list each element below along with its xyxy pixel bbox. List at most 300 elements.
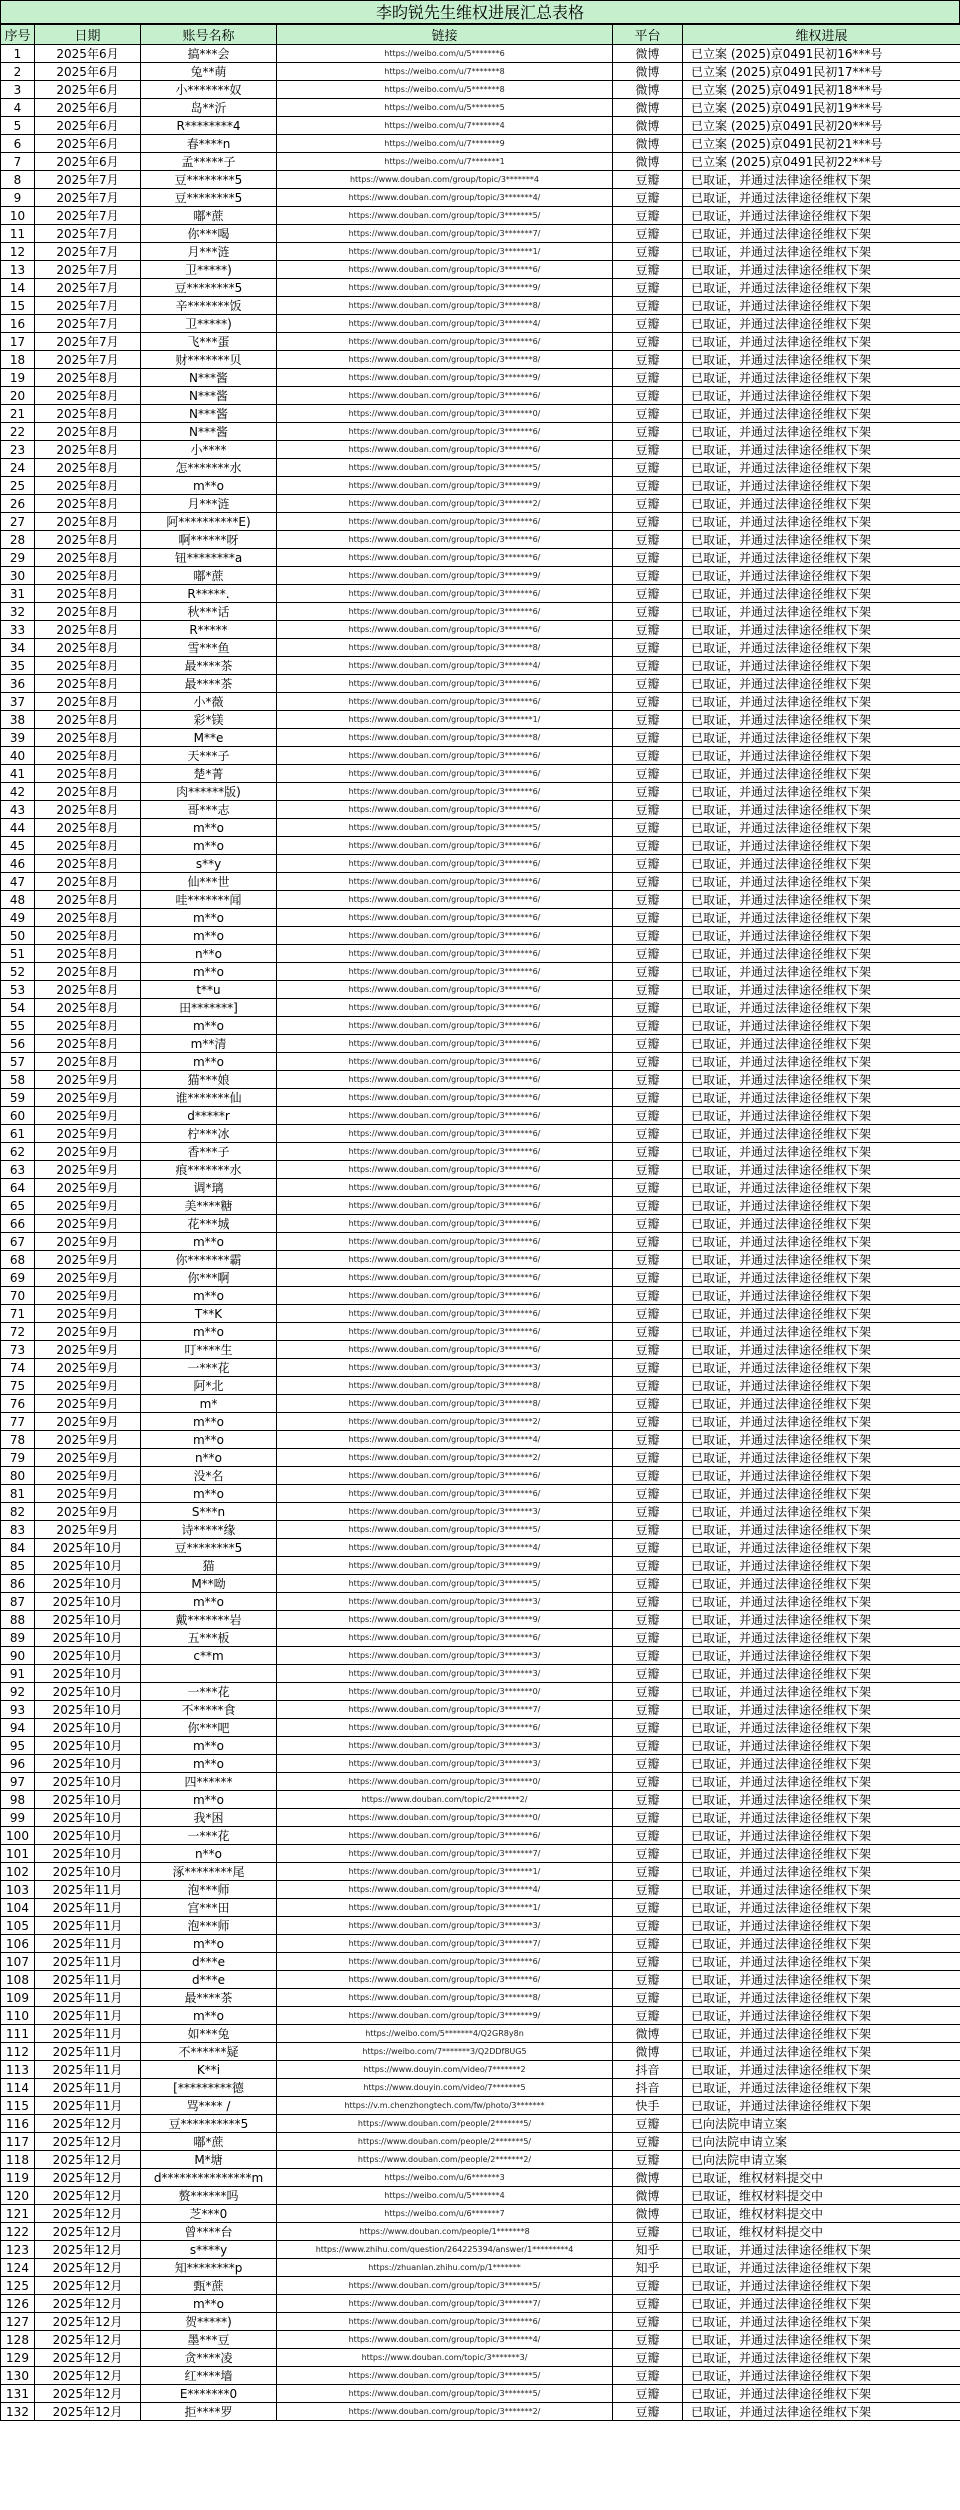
table-row: [1, 1395, 960, 1413]
cell-link[interactable]: https://www.douban.com/group/topic/3*******6/: [277, 1233, 613, 1251]
cell-link[interactable]: https://www.douban.com/group/topic/3*******6/: [277, 1053, 613, 1071]
cell-link[interactable]: https://www.douban.com/group/topic/3*******4/: [277, 657, 613, 675]
cell-date: 2025年8月: [35, 639, 141, 657]
cell-account: m**o: [141, 1233, 277, 1251]
table-row: [1, 567, 960, 585]
cell-account: 豆********5: [141, 189, 277, 207]
cell-link[interactable]: https://www.douban.com/group/topic/3*******5/: [277, 207, 613, 225]
cell-platform: 微博: [613, 63, 683, 81]
cell-link[interactable]: https://weibo.com/u/7*******4: [277, 117, 613, 135]
cell-no: 98: [1, 1791, 35, 1809]
cell-link[interactable]: https://www.douban.com/group/topic/3*******6/: [277, 1197, 613, 1215]
cell-link[interactable]: https://www.douban.com/group/topic/3*******3/: [277, 1593, 613, 1611]
cell-link[interactable]: https://www.douban.com/group/topic/3*******1/: [277, 711, 613, 729]
cell-link[interactable]: https://www.douban.com/group/topic/3*******6/: [277, 1107, 613, 1125]
cell-account: 雪***鱼: [141, 639, 277, 657]
cell-account: 哥***志: [141, 801, 277, 819]
table-row: [1, 1881, 960, 1899]
col-header-date: 日期: [35, 25, 141, 45]
cell-progress: 已取证，并通过法律途径维权下架: [683, 927, 960, 945]
cell-progress: 已取证，并通过法律途径维权下架: [683, 837, 960, 855]
table-row: [1, 1449, 960, 1467]
cell-date: 2025年8月: [35, 567, 141, 585]
cell-platform: 豆瓣: [613, 1557, 683, 1575]
table-row: [1, 351, 960, 369]
cell-account: 嘟*蔗: [141, 207, 277, 225]
cell-link[interactable]: https://www.douban.com/group/topic/3*******2/: [277, 2403, 613, 2421]
cell-platform: 豆瓣: [613, 2151, 683, 2169]
table-row: [1, 1683, 960, 1701]
cell-date: 2025年12月: [35, 2313, 141, 2331]
cell-link[interactable]: https://www.douban.com/people/1*******8: [277, 2223, 613, 2241]
cell-account: 五***板: [141, 1629, 277, 1647]
table-row: [1, 2223, 960, 2241]
cell-date: 2025年9月: [35, 1431, 141, 1449]
cell-link[interactable]: https://www.douban.com/group/topic/3*******6/: [277, 1251, 613, 1269]
cell-platform: 豆瓣: [613, 1881, 683, 1899]
cell-link[interactable]: https://www.douban.com/group/topic/3*******5/: [277, 819, 613, 837]
cell-date: 2025年8月: [35, 441, 141, 459]
cell-progress: 已取证，并通过法律途径维权下架: [683, 1953, 960, 1971]
cell-no: 97: [1, 1773, 35, 1791]
cell-progress: 已取证，并通过法律途径维权下架: [683, 1233, 960, 1251]
cell-progress: 已取证，并通过法律途径维权下架: [683, 261, 960, 279]
table-row: [1, 711, 960, 729]
cell-no: 23: [1, 441, 35, 459]
cell-date: 2025年7月: [35, 171, 141, 189]
cell-link[interactable]: https://www.douban.com/group/topic/3*******6/: [277, 873, 613, 891]
cell-no: 108: [1, 1971, 35, 1989]
cell-link[interactable]: https://www.douban.com/group/topic/3*******1/: [277, 1899, 613, 1917]
cell-platform: 豆瓣: [613, 675, 683, 693]
cell-link[interactable]: https://www.douban.com/group/topic/3*******4/: [277, 2331, 613, 2349]
cell-no: 64: [1, 1179, 35, 1197]
cell-account: s**y: [141, 855, 277, 873]
table-row: [1, 1287, 960, 1305]
cell-link[interactable]: https://weibo.com/5*******4/Q2GR8y8n: [277, 2025, 613, 2043]
cell-link[interactable]: https://www.douban.com/group/topic/3*******3/: [277, 1917, 613, 1935]
cell-progress: 已取证，并通过法律途径维权下架: [683, 189, 960, 207]
table-row: [1, 405, 960, 423]
cell-link[interactable]: https://weibo.com/u/7*******1: [277, 153, 613, 171]
cell-link[interactable]: https://www.douban.com/group/topic/3*******6/: [277, 963, 613, 981]
cell-link[interactable]: https://www.douban.com/group/topic/3*******6/: [277, 1827, 613, 1845]
cell-platform: 豆瓣: [613, 639, 683, 657]
cell-no: 130: [1, 2367, 35, 2385]
cell-link[interactable]: https://www.douban.com/group/topic/3*******6/: [277, 891, 613, 909]
cell-account: 不*****食: [141, 1701, 277, 1719]
cell-progress: 已取证，并通过法律途径维权下架: [683, 531, 960, 549]
cell-account: 田*******]: [141, 999, 277, 1017]
cell-link[interactable]: https://www.douban.com/group/topic/3*******9/: [277, 477, 613, 495]
table-row: [1, 2187, 960, 2205]
cell-link[interactable]: https://www.douban.com/group/topic/3*******8/: [277, 351, 613, 369]
cell-date: 2025年8月: [35, 423, 141, 441]
cell-progress: 已取证，并通过法律途径维权下架: [683, 2241, 960, 2259]
cell-progress: 已取证，并通过法律途径维权下架: [683, 1395, 960, 1413]
cell-date: 2025年8月: [35, 693, 141, 711]
cell-link[interactable]: https://www.douban.com/group/topic/3*******9/: [277, 1611, 613, 1629]
cell-link[interactable]: https://www.douyin.com/video/7*******5: [277, 2079, 613, 2097]
cell-no: 49: [1, 909, 35, 927]
table-row: [1, 135, 960, 153]
cell-no: 122: [1, 2223, 35, 2241]
cell-account: 芝***0: [141, 2205, 277, 2223]
cell-link[interactable]: https://www.douban.com/group/topic/3*******6/: [277, 1323, 613, 1341]
cell-link[interactable]: https://www.douban.com/group/topic/3*******9/: [277, 279, 613, 297]
cell-link[interactable]: https://www.douban.com/group/topic/3*******6/: [277, 747, 613, 765]
cell-link[interactable]: https://www.douban.com/people/2*******5/: [277, 2133, 613, 2151]
cell-account: 猫***娘: [141, 1071, 277, 1089]
cell-link[interactable]: https://www.douban.com/group/topic/3*******4/: [277, 315, 613, 333]
cell-link[interactable]: https://www.douban.com/group/topic/3*******6/: [277, 1143, 613, 1161]
cell-account: 你*******霸: [141, 1251, 277, 1269]
cell-link[interactable]: https://www.douban.com/group/topic/3*******9/: [277, 1557, 613, 1575]
cell-platform: 豆瓣: [613, 1035, 683, 1053]
cell-link[interactable]: https://www.douban.com/group/topic/3*******4/: [277, 189, 613, 207]
cell-no: 110: [1, 2007, 35, 2025]
cell-link[interactable]: https://weibo.com/u/7*******9: [277, 135, 613, 153]
cell-link[interactable]: https://www.douban.com/group/topic/3*******6/: [277, 981, 613, 999]
cell-link[interactable]: https://www.douban.com/group/topic/3*******3/: [277, 1647, 613, 1665]
table-row: [1, 1521, 960, 1539]
cell-no: 118: [1, 2151, 35, 2169]
cell-no: 31: [1, 585, 35, 603]
cell-account: 花***城: [141, 1215, 277, 1233]
cell-platform: 豆瓣: [613, 2403, 683, 2421]
cell-platform: 豆瓣: [613, 1503, 683, 1521]
cell-platform: 微博: [613, 81, 683, 99]
cell-progress: 已取证，并通过法律途径维权下架: [683, 2097, 960, 2115]
cell-link[interactable]: https://www.douban.com/group/topic/3*******5/: [277, 2367, 613, 2385]
cell-platform: 豆瓣: [613, 2349, 683, 2367]
cell-link[interactable]: https://www.douban.com/group/topic/3*******2/: [277, 1413, 613, 1431]
cell-link[interactable]: https://www.douban.com/group/topic/3*******6/: [277, 2313, 613, 2331]
cell-link[interactable]: https://www.douban.com/group/topic/3*******6/: [277, 927, 613, 945]
cell-progress: 已取证，并通过法律途径维权下架: [683, 819, 960, 837]
cell-link[interactable]: https://www.douban.com/group/topic/3*******0/: [277, 405, 613, 423]
cell-platform: 豆瓣: [613, 567, 683, 585]
cell-no: 54: [1, 999, 35, 1017]
cell-platform: 豆瓣: [613, 1899, 683, 1917]
cell-progress: 已取证，并通过法律途径维权下架: [683, 171, 960, 189]
cell-link[interactable]: https://www.douban.com/group/topic/3*******6/: [277, 1269, 613, 1287]
cell-link[interactable]: https://weibo.com/u/5*******8: [277, 81, 613, 99]
table-row: [1, 1251, 960, 1269]
cell-platform: 抖音: [613, 2079, 683, 2097]
cell-date: 2025年11月: [35, 1917, 141, 1935]
cell-link[interactable]: https://weibo.com/7*******3/Q2DDf8UG5: [277, 2043, 613, 2061]
cell-link[interactable]: https://www.douban.com/group/topic/3*******0/: [277, 1809, 613, 1827]
cell-account: 你***吧: [141, 1719, 277, 1737]
cell-link[interactable]: https://www.douban.com/group/topic/3*******8/: [277, 1377, 613, 1395]
cell-no: 59: [1, 1089, 35, 1107]
cell-link[interactable]: https://weibo.com/u/7*******8: [277, 63, 613, 81]
cell-link[interactable]: https://www.douban.com/group/topic/3*******6/: [277, 801, 613, 819]
cell-date: 2025年8月: [35, 855, 141, 873]
cell-platform: 豆瓣: [613, 1233, 683, 1251]
cell-link[interactable]: https://www.douban.com/group/topic/3*******4: [277, 171, 613, 189]
cell-progress: 已取证，维权材料提交中: [683, 2169, 960, 2187]
cell-account: M**e: [141, 729, 277, 747]
cell-account: 怎*******水: [141, 459, 277, 477]
cell-no: 107: [1, 1953, 35, 1971]
cell-link[interactable]: https://www.douban.com/group/topic/3*******6/: [277, 621, 613, 639]
cell-date: 2025年12月: [35, 2367, 141, 2385]
cell-link[interactable]: https://www.douban.com/group/topic/3*******6/: [277, 1467, 613, 1485]
cell-date: 2025年8月: [35, 585, 141, 603]
cell-link[interactable]: https://weibo.com/u/5*******4: [277, 2187, 613, 2205]
cell-no: 43: [1, 801, 35, 819]
cell-link[interactable]: https://www.douban.com/group/topic/3*******7/: [277, 1845, 613, 1863]
cell-link[interactable]: https://www.douban.com/group/topic/3*******4/: [277, 1431, 613, 1449]
cell-link[interactable]: https://www.douban.com/group/topic/3*******6/: [277, 261, 613, 279]
cell-link[interactable]: https://www.douban.com/group/topic/3*******8/: [277, 1989, 613, 2007]
cell-link[interactable]: https://www.douban.com/group/topic/3*******6/: [277, 1971, 613, 1989]
cell-account: 嘟*蔗: [141, 567, 277, 585]
cell-link[interactable]: https://www.douban.com/group/topic/3*******6/: [277, 837, 613, 855]
cell-account: 我*困: [141, 1809, 277, 1827]
cell-link[interactable]: https://www.douban.com/topic/3*******3/: [277, 2349, 613, 2367]
cell-link[interactable]: https://weibo.com/u/6*******7: [277, 2205, 613, 2223]
cell-link[interactable]: https://www.douban.com/group/topic/3*******6/: [277, 675, 613, 693]
cell-account: m**o: [141, 477, 277, 495]
cell-platform: 微博: [613, 2025, 683, 2043]
cell-date: 2025年6月: [35, 135, 141, 153]
table-row: [1, 1503, 960, 1521]
cell-link[interactable]: https://www.douban.com/group/topic/3*******6/: [277, 441, 613, 459]
cell-no: 36: [1, 675, 35, 693]
cell-link[interactable]: https://www.douban.com/group/topic/3*******0/: [277, 1773, 613, 1791]
cell-link[interactable]: https://www.douban.com/group/topic/3*******5/: [277, 2277, 613, 2295]
cell-link[interactable]: https://www.douban.com/people/2*******5/: [277, 2115, 613, 2133]
cell-link[interactable]: https://www.douban.com/group/topic/3*******6/: [277, 945, 613, 963]
cell-link[interactable]: https://www.douban.com/group/topic/3*******3/: [277, 1359, 613, 1377]
cell-date: 2025年10月: [35, 1845, 141, 1863]
cell-date: 2025年8月: [35, 963, 141, 981]
cell-account: n**o: [141, 945, 277, 963]
cell-link[interactable]: https://weibo.com/u/6*******3: [277, 2169, 613, 2187]
cell-progress: 已取证，并通过法律途径维权下架: [683, 1521, 960, 1539]
cell-link[interactable]: https://www.douban.com/group/topic/3*******7/: [277, 1935, 613, 1953]
cell-link[interactable]: https://www.douban.com/group/topic/3*******6/: [277, 1629, 613, 1647]
cell-link[interactable]: https://www.douban.com/group/topic/3*******3/: [277, 1665, 613, 1683]
table-row: [1, 1701, 960, 1719]
cell-no: 120: [1, 2187, 35, 2205]
cell-progress: 已取证，并通过法律途径维权下架: [683, 675, 960, 693]
cell-link[interactable]: https://weibo.com/u/5*******5: [277, 99, 613, 117]
cell-account: 楚*菁: [141, 765, 277, 783]
cell-date: 2025年9月: [35, 1287, 141, 1305]
cell-no: 35: [1, 657, 35, 675]
cell-progress: 已取证，并通过法律途径维权下架: [683, 2349, 960, 2367]
cell-link[interactable]: https://www.douban.com/group/topic/3*******9/: [277, 2007, 613, 2025]
cell-link[interactable]: https://www.douban.com/group/topic/3*******2/: [277, 495, 613, 513]
cell-link[interactable]: https://www.douban.com/group/topic/3*******8/: [277, 297, 613, 315]
cell-link[interactable]: https://www.douban.com/topic/2*******2/: [277, 1791, 613, 1809]
cell-link[interactable]: https://www.douban.com/group/topic/3*******3/: [277, 1755, 613, 1773]
cell-no: 82: [1, 1503, 35, 1521]
cell-no: 63: [1, 1161, 35, 1179]
cell-account: t**u: [141, 981, 277, 999]
cell-no: 89: [1, 1629, 35, 1647]
table-row: [1, 1413, 960, 1431]
cell-platform: 豆瓣: [613, 315, 683, 333]
cell-progress: 已取证，并通过法律途径维权下架: [683, 1287, 960, 1305]
cell-platform: 微博: [613, 2169, 683, 2187]
cell-account: 月***涟: [141, 243, 277, 261]
cell-date: 2025年8月: [35, 369, 141, 387]
cell-progress: 已取证，并通过法律途径维权下架: [683, 639, 960, 657]
cell-link[interactable]: https://www.douban.com/group/topic/3*******8/: [277, 639, 613, 657]
cell-link[interactable]: https://www.zhihu.com/question/264225394/answer/1*********4: [277, 2241, 613, 2259]
cell-link[interactable]: https://www.douban.com/group/topic/3*******6/: [277, 1035, 613, 1053]
cell-account: m**o: [141, 909, 277, 927]
cell-progress: 已取证，并通过法律途径维权下架: [683, 1557, 960, 1575]
cell-link[interactable]: https://www.douban.com/group/topic/3*******5/: [277, 2385, 613, 2403]
cell-link[interactable]: https://www.douban.com/group/topic/3*******4/: [277, 1539, 613, 1557]
cell-link[interactable]: https://www.douban.com/group/topic/3*******6/: [277, 999, 613, 1017]
cell-link[interactable]: https://www.douban.com/group/topic/3*******6/: [277, 1485, 613, 1503]
cell-no: 88: [1, 1611, 35, 1629]
table-row: [1, 117, 960, 135]
cell-link[interactable]: https://www.douban.com/group/topic/3*******6/: [277, 1953, 613, 1971]
cell-link[interactable]: https://www.douban.com/group/topic/3*******1/: [277, 1863, 613, 1881]
cell-no: 101: [1, 1845, 35, 1863]
cell-platform: 豆瓣: [613, 1665, 683, 1683]
table-row: [1, 2133, 960, 2151]
cell-account: c**m: [141, 1647, 277, 1665]
cell-account: 如***兔: [141, 2025, 277, 2043]
cell-date: 2025年9月: [35, 1215, 141, 1233]
cell-link[interactable]: https://www.douban.com/group/topic/3*******9/: [277, 567, 613, 585]
cell-link[interactable]: https://www.douban.com/group/topic/3*******8/: [277, 729, 613, 747]
cell-link[interactable]: https://www.douban.com/group/topic/3*******6/: [277, 855, 613, 873]
cell-link[interactable]: https://www.douban.com/group/topic/3*******8/: [277, 1395, 613, 1413]
cell-account: 赘******吗: [141, 2187, 277, 2205]
cell-link[interactable]: https://www.douban.com/group/topic/3*******6/: [277, 1179, 613, 1197]
table-row: [1, 855, 960, 873]
cell-progress: 已取证，维权材料提交中: [683, 2187, 960, 2205]
cell-link[interactable]: https://www.douban.com/group/topic/3*******6/: [277, 513, 613, 531]
cell-account: m**o: [141, 1323, 277, 1341]
cell-link[interactable]: https://www.douban.com/people/2*******2/: [277, 2151, 613, 2169]
cell-link[interactable]: https://www.douban.com/group/topic/3*******6/: [277, 387, 613, 405]
cell-link[interactable]: https://www.douban.com/group/topic/3*******6/: [277, 1719, 613, 1737]
cell-platform: 豆瓣: [613, 783, 683, 801]
cell-link[interactable]: https://www.douban.com/group/topic/3*******6/: [277, 1287, 613, 1305]
cell-account: n**o: [141, 1449, 277, 1467]
cell-link[interactable]: https://www.douban.com/group/topic/3*******6/: [277, 1125, 613, 1143]
cell-link[interactable]: https://www.douban.com/group/topic/3*******3/: [277, 1737, 613, 1755]
cell-link[interactable]: https://www.douban.com/group/topic/3*******6/: [277, 585, 613, 603]
page-title: 李昀锐先生维权进展汇总表格: [0, 0, 960, 24]
cell-link[interactable]: https://www.douban.com/group/topic/3*******5/: [277, 1521, 613, 1539]
cell-no: 70: [1, 1287, 35, 1305]
cell-progress: 已取证，并通过法律途径维权下架: [683, 585, 960, 603]
cell-link[interactable]: https://www.douban.com/group/topic/3*******6/: [277, 783, 613, 801]
cell-link[interactable]: https://www.douban.com/group/topic/3*******6/: [277, 1161, 613, 1179]
cell-link[interactable]: https://weibo.com/u/5*******6: [277, 45, 613, 63]
cell-link[interactable]: https://v.m.chenzhongtech.com/fw/photo/3*******: [277, 2097, 613, 2115]
cell-link[interactable]: https://www.douban.com/group/topic/3*******9/: [277, 369, 613, 387]
cell-progress: 已取证，并通过法律途径维权下架: [683, 909, 960, 927]
cell-date: 2025年8月: [35, 405, 141, 423]
cell-link[interactable]: https://www.douban.com/group/topic/3*******6/: [277, 1305, 613, 1323]
cell-no: 21: [1, 405, 35, 423]
cell-no: 119: [1, 2169, 35, 2187]
cell-progress: 已取证，并通过法律途径维权下架: [683, 1845, 960, 1863]
cell-link[interactable]: https://www.douban.com/group/topic/3*******6/: [277, 1089, 613, 1107]
cell-no: 39: [1, 729, 35, 747]
table-row: [1, 279, 960, 297]
table-row: [1, 477, 960, 495]
cell-link[interactable]: https://www.douban.com/group/topic/3*******3/: [277, 1503, 613, 1521]
cell-link[interactable]: https://www.douban.com/group/topic/3*******6/: [277, 531, 613, 549]
cell-date: 2025年7月: [35, 351, 141, 369]
cell-link[interactable]: https://www.douban.com/group/topic/3*******6/: [277, 1071, 613, 1089]
table-row: [1, 441, 960, 459]
cell-link[interactable]: https://www.douban.com/group/topic/3*******6/: [277, 549, 613, 567]
cell-link[interactable]: https://www.douban.com/group/topic/3*******5/: [277, 459, 613, 477]
cell-link[interactable]: https://www.douban.com/group/topic/3*******0/: [277, 1683, 613, 1701]
cell-link[interactable]: https://www.douban.com/group/topic/3*******7/: [277, 1701, 613, 1719]
cell-account: d***e: [141, 1953, 277, 1971]
cell-link[interactable]: https://www.douyin.com/video/7*******2: [277, 2061, 613, 2079]
cell-link[interactable]: https://www.douban.com/group/topic/3*******7/: [277, 225, 613, 243]
cell-no: 37: [1, 693, 35, 711]
cell-link[interactable]: https://www.douban.com/group/topic/3*******1/: [277, 243, 613, 261]
table-row: [1, 531, 960, 549]
cell-account: 卫*****): [141, 315, 277, 333]
cell-account: 宫***田: [141, 1899, 277, 1917]
cell-link[interactable]: https://www.douban.com/group/topic/3*******7/: [277, 2295, 613, 2313]
cell-link[interactable]: https://www.douban.com/group/topic/3*******4/: [277, 1881, 613, 1899]
cell-account: 美****糖: [141, 1197, 277, 1215]
cell-no: 84: [1, 1539, 35, 1557]
cell-platform: 豆瓣: [613, 1989, 683, 2007]
cell-account: 肉******版): [141, 783, 277, 801]
cell-link[interactable]: https://www.douban.com/group/topic/3*******6/: [277, 693, 613, 711]
cell-date: 2025年9月: [35, 1521, 141, 1539]
cell-link[interactable]: https://www.douban.com/group/topic/3*******6/: [277, 765, 613, 783]
cell-date: 2025年10月: [35, 1809, 141, 1827]
cell-account: T**K: [141, 1305, 277, 1323]
cell-platform: 豆瓣: [613, 1809, 683, 1827]
cell-link[interactable]: https://www.douban.com/group/topic/3*******6/: [277, 423, 613, 441]
table-row: [1, 693, 960, 711]
cell-no: 16: [1, 315, 35, 333]
cell-link[interactable]: https://www.douban.com/group/topic/3*******5/: [277, 1575, 613, 1593]
cell-progress: 已取证，并通过法律途径维权下架: [683, 243, 960, 261]
cell-progress: 已取证，并通过法律途径维权下架: [683, 1881, 960, 1899]
cell-link[interactable]: https://www.douban.com/group/topic/3*******6/: [277, 1017, 613, 1035]
cell-link[interactable]: https://www.douban.com/group/topic/3*******2/: [277, 1449, 613, 1467]
cell-link[interactable]: https://zhuanlan.zhihu.com/p/1*******: [277, 2259, 613, 2277]
cell-progress: 已取证，并通过法律途径维权下架: [683, 747, 960, 765]
cell-account: N***酱: [141, 387, 277, 405]
cell-account: m**o: [141, 1431, 277, 1449]
cell-progress: 已取证，并通过法律途径维权下架: [683, 1611, 960, 1629]
cell-link[interactable]: https://www.douban.com/group/topic/3*******6/: [277, 1341, 613, 1359]
cell-platform: 豆瓣: [613, 747, 683, 765]
cell-link[interactable]: https://www.douban.com/group/topic/3*******6/: [277, 909, 613, 927]
cell-platform: 豆瓣: [613, 873, 683, 891]
cell-account: 小*******奴: [141, 81, 277, 99]
cell-link[interactable]: https://www.douban.com/group/topic/3*******6/: [277, 1215, 613, 1233]
cell-link[interactable]: https://www.douban.com/group/topic/3*******6/: [277, 603, 613, 621]
cell-link[interactable]: https://www.douban.com/group/topic/3*******6/: [277, 333, 613, 351]
